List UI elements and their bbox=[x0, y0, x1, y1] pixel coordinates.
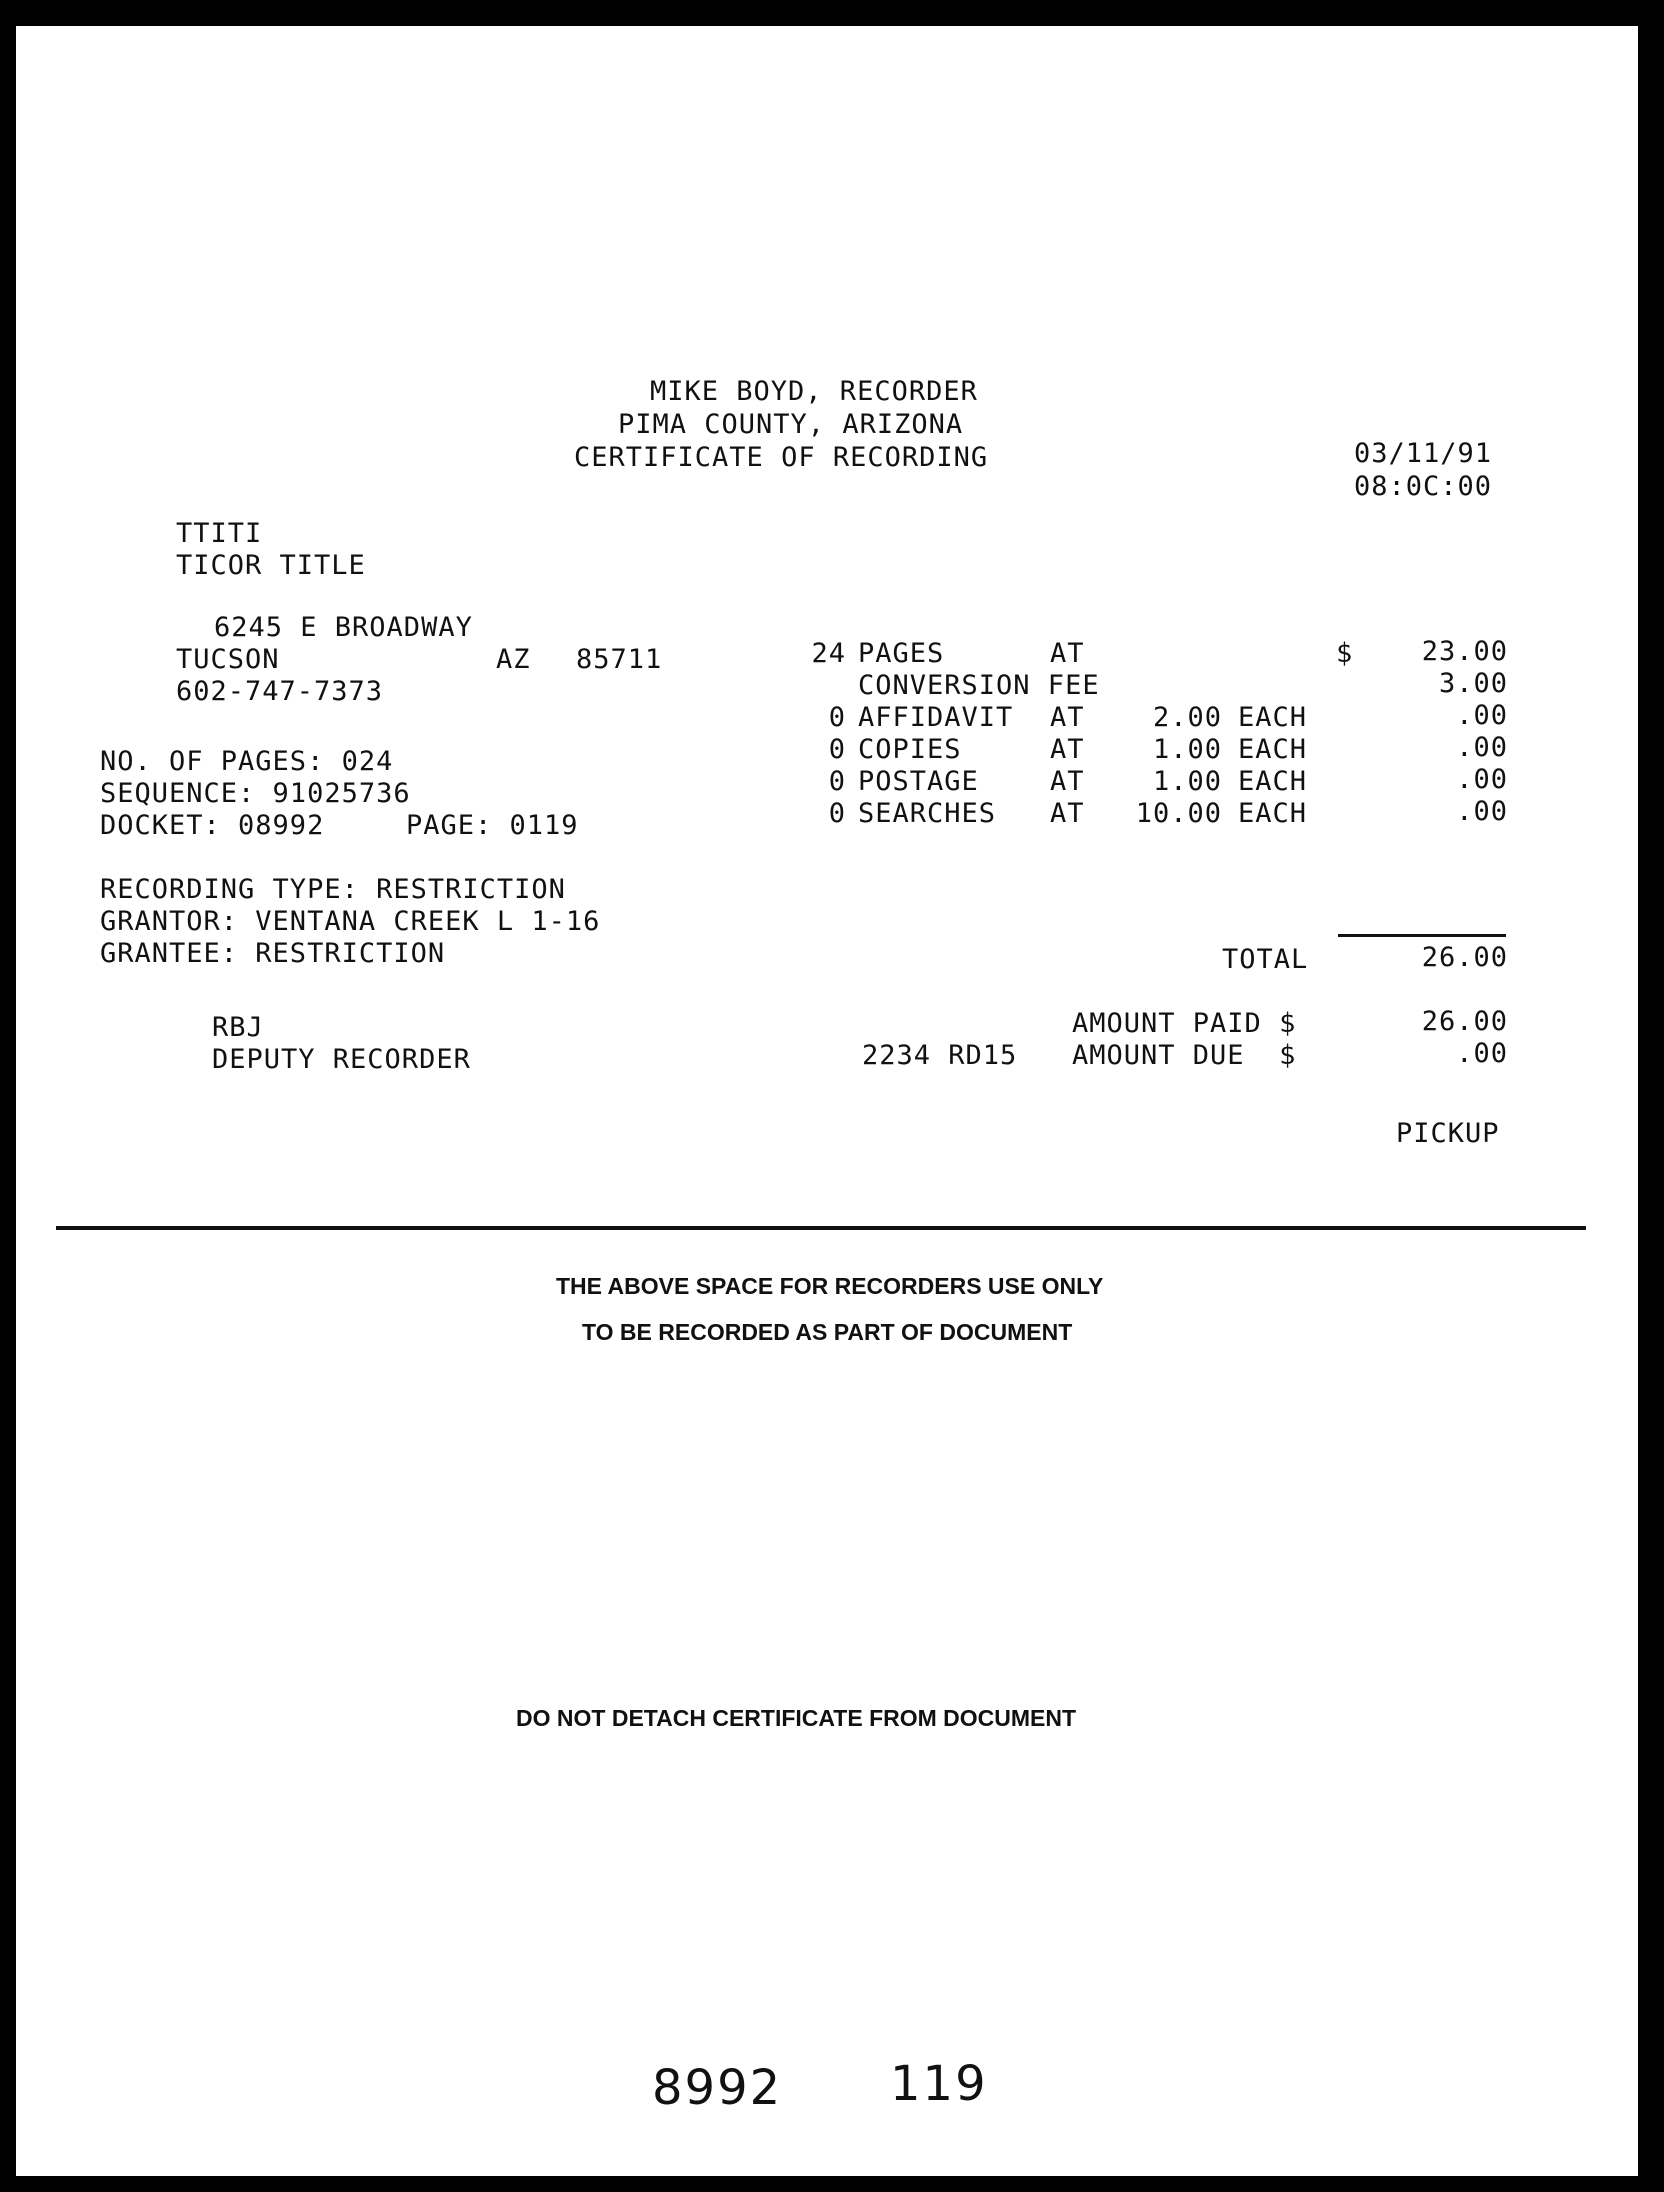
clerk-initials: RBJ bbox=[212, 1012, 264, 1043]
number-of-pages: NO. OF PAGES: 024 bbox=[100, 746, 394, 777]
document-title: CERTIFICATE OF RECORDING bbox=[574, 442, 989, 473]
section-divider bbox=[56, 1226, 1586, 1230]
amount-paid: 26.00 bbox=[1421, 1006, 1508, 1037]
fee-at: AT bbox=[1050, 702, 1085, 733]
fee-at: AT bbox=[1050, 638, 1085, 669]
fee-item: COPIES bbox=[858, 734, 962, 765]
addressee-phone: 602-747-7373 bbox=[176, 676, 384, 707]
fee-rate: 1.00 bbox=[1152, 766, 1222, 797]
addressee-company: TICOR TITLE bbox=[176, 550, 366, 581]
fee-at: AT bbox=[1050, 734, 1085, 765]
fee-qty: 24 bbox=[811, 638, 846, 669]
addressee-zip: 85711 bbox=[576, 644, 663, 675]
addressee-state: AZ bbox=[496, 644, 531, 675]
dollar-sign: $ bbox=[1336, 638, 1354, 669]
fee-qty: 0 bbox=[828, 702, 846, 733]
fee-at: AT bbox=[1050, 798, 1085, 829]
grantor: GRANTOR: VENTANA CREEK L 1-16 bbox=[100, 906, 601, 937]
fee-amount: .00 bbox=[1456, 732, 1508, 763]
clerk-title: DEPUTY RECORDER bbox=[212, 1044, 471, 1075]
receipt-code: 2234 RD15 bbox=[862, 1040, 1018, 1071]
fee-amount: .00 bbox=[1456, 764, 1508, 795]
total-amount: 26.00 bbox=[1421, 942, 1508, 973]
fee-rate: 1.00 bbox=[1152, 734, 1222, 765]
fee-rate: 10.00 bbox=[1135, 798, 1222, 829]
docket-number: DOCKET: 08992 bbox=[100, 810, 325, 841]
county-state: PIMA COUNTY, ARIZONA bbox=[618, 409, 964, 440]
amount-due: .00 bbox=[1456, 1038, 1508, 1069]
recording-type: RECORDING TYPE: RESTRICTION bbox=[100, 874, 566, 905]
record-date: 03/11/91 bbox=[1354, 438, 1493, 469]
do-not-detach-notice: DO NOT DETACH CERTIFICATE FROM DOCUMENT bbox=[516, 1705, 1077, 1731]
fee-each: EACH bbox=[1238, 798, 1308, 829]
total-divider bbox=[1338, 934, 1506, 937]
amount-due-label: AMOUNT DUE $ bbox=[1072, 1040, 1297, 1071]
delivery-method: PICKUP bbox=[1396, 1118, 1500, 1149]
fee-at: AT bbox=[1050, 766, 1085, 797]
page-number: PAGE: 0119 bbox=[406, 810, 579, 841]
fee-each: EACH bbox=[1238, 734, 1308, 765]
recorder-use-notice: THE ABOVE SPACE FOR RECORDERS USE ONLY bbox=[556, 1273, 1104, 1299]
amount-paid-label: AMOUNT PAID $ bbox=[1072, 1008, 1297, 1039]
grantee: GRANTEE: RESTRICTION bbox=[100, 938, 446, 969]
record-time: 08:0C:00 bbox=[1354, 471, 1493, 502]
fee-item: PAGES bbox=[858, 638, 945, 669]
docket-stamp: 8992 bbox=[652, 2060, 783, 2116]
fee-item: AFFIDAVIT bbox=[858, 702, 1014, 733]
sequence-number: SEQUENCE: 91025736 bbox=[100, 778, 411, 809]
fee-item: SEARCHES bbox=[858, 798, 997, 829]
fee-each: EACH bbox=[1238, 766, 1308, 797]
certificate-page bbox=[16, 26, 1638, 2176]
fee-qty: 0 bbox=[828, 766, 846, 797]
record-part-notice: TO BE RECORDED AS PART OF DOCUMENT bbox=[582, 1319, 1073, 1345]
fee-rate: 2.00 bbox=[1152, 702, 1222, 733]
fee-each: EACH bbox=[1238, 702, 1308, 733]
addressee-code: TTITI bbox=[176, 518, 263, 549]
fee-qty: 0 bbox=[828, 734, 846, 765]
fee-amount: .00 bbox=[1456, 796, 1508, 827]
page-stamp: 119 bbox=[890, 2056, 988, 2112]
fee-amount: 23.00 bbox=[1421, 636, 1508, 667]
addressee-street: 6245 E BROADWAY bbox=[214, 612, 473, 643]
fee-amount: .00 bbox=[1456, 700, 1508, 731]
addressee-city: TUCSON bbox=[176, 644, 280, 675]
fee-amount: 3.00 bbox=[1438, 668, 1508, 699]
recorder-name: MIKE BOYD, RECORDER bbox=[650, 376, 978, 407]
fee-qty: 0 bbox=[828, 798, 846, 829]
fee-item: POSTAGE bbox=[858, 766, 979, 797]
total-label: TOTAL bbox=[1222, 944, 1309, 975]
fee-item: CONVERSION FEE bbox=[858, 670, 1100, 701]
